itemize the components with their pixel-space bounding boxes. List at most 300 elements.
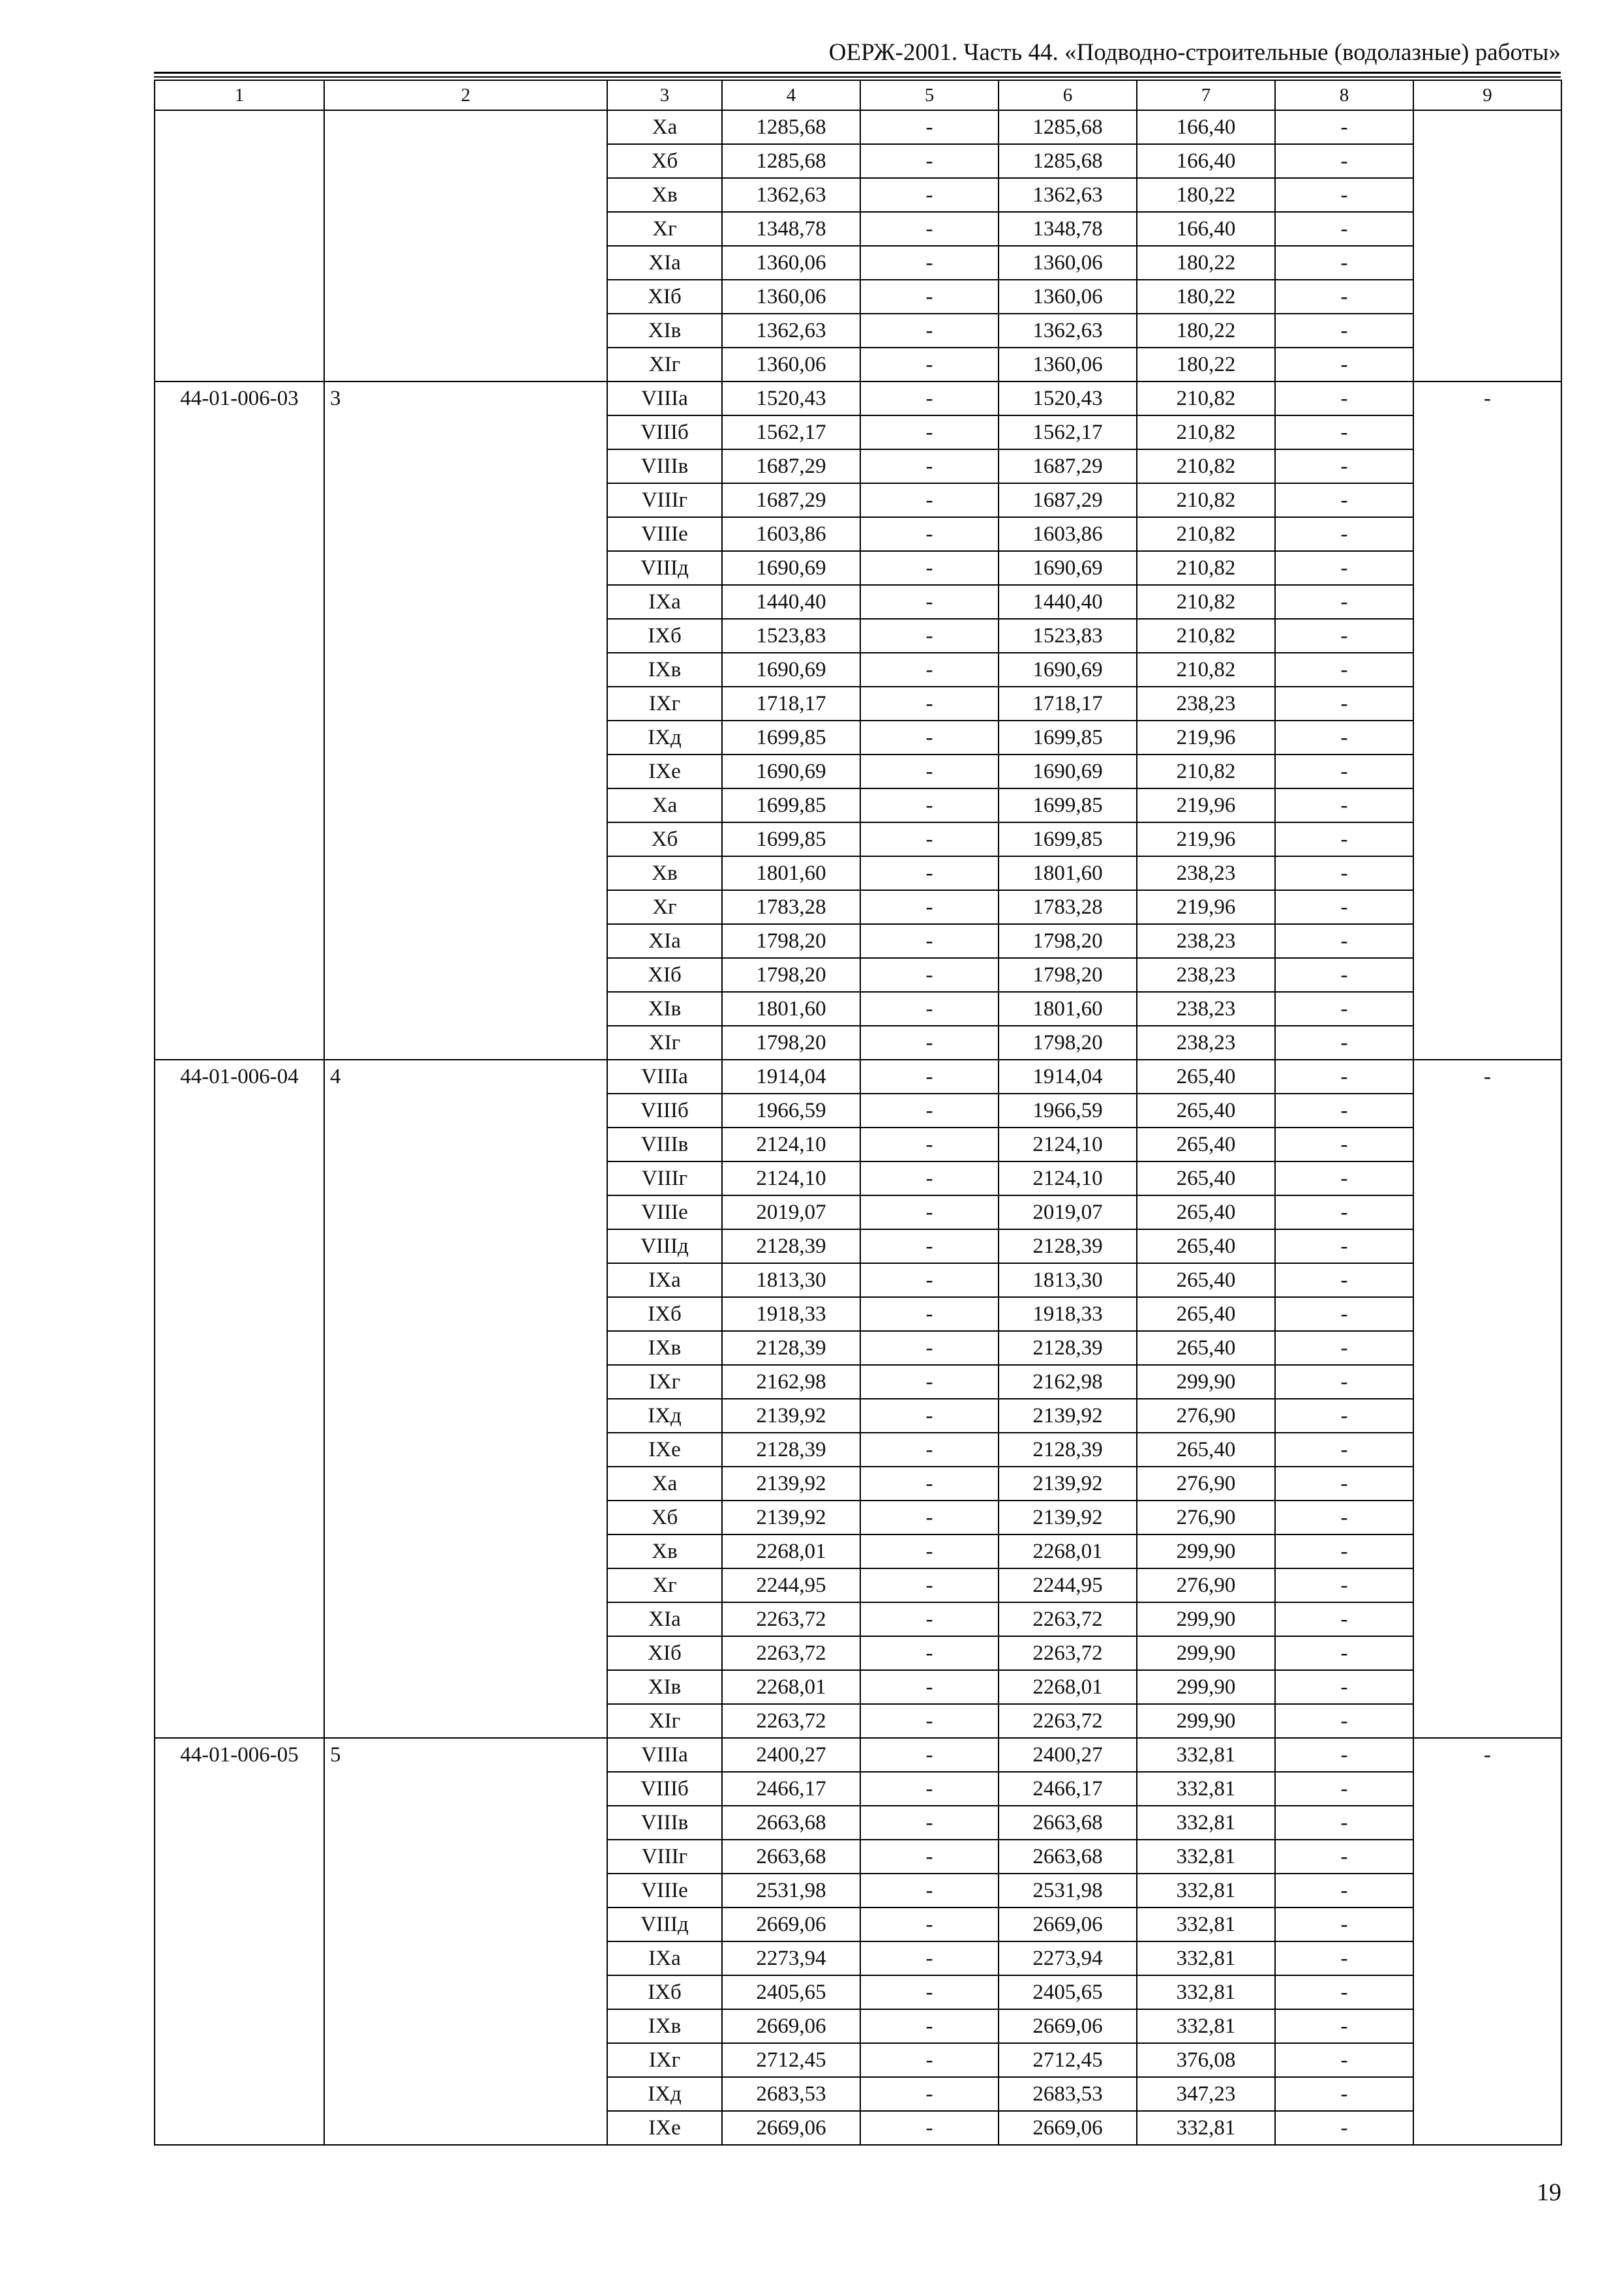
- zone-cell: IXа: [607, 1263, 722, 1297]
- column-header-5: 5: [860, 80, 999, 110]
- value-col8-cell: -: [1275, 1772, 1413, 1806]
- col9-cell: -: [1413, 382, 1561, 1060]
- value-col4-cell: 2124,10: [722, 1161, 860, 1195]
- col9-cell: -: [1413, 1738, 1561, 2145]
- value-col8-cell: -: [1275, 2111, 1413, 2145]
- value-col5-cell: -: [860, 755, 999, 788]
- value-col8-cell: -: [1275, 212, 1413, 246]
- value-col7-cell: 332,81: [1137, 2009, 1275, 2043]
- value-col8-cell: -: [1275, 890, 1413, 924]
- value-col8-cell: -: [1275, 1636, 1413, 1670]
- value-col6-cell: 2139,92: [999, 1501, 1137, 1534]
- value-col5-cell: -: [860, 1094, 999, 1128]
- value-col7-cell: 299,90: [1137, 1602, 1275, 1636]
- value-col6-cell: 1360,06: [999, 280, 1137, 314]
- zone-cell: Xб: [607, 1501, 722, 1534]
- column-header-3: 3: [607, 80, 722, 110]
- value-col7-cell: 180,22: [1137, 314, 1275, 348]
- value-col6-cell: 1523,83: [999, 619, 1137, 653]
- value-col6-cell: 2128,39: [999, 1433, 1137, 1467]
- zone-cell: VIIIв: [607, 1806, 722, 1840]
- value-col8-cell: -: [1275, 619, 1413, 653]
- value-col5-cell: -: [860, 449, 999, 483]
- value-col6-cell: 1690,69: [999, 755, 1137, 788]
- value-col6-cell: 1690,69: [999, 551, 1137, 585]
- value-col7-cell: 332,81: [1137, 2111, 1275, 2145]
- value-col4-cell: 2263,72: [722, 1602, 860, 1636]
- value-col4-cell: 2268,01: [722, 1670, 860, 1704]
- value-col7-cell: 180,22: [1137, 280, 1275, 314]
- value-col8-cell: -: [1275, 653, 1413, 687]
- value-col6-cell: 1285,68: [999, 110, 1137, 144]
- zone-cell: IXг: [607, 2043, 722, 2077]
- zone-cell: IXб: [607, 619, 722, 653]
- value-col6-cell: 2263,72: [999, 1602, 1137, 1636]
- table-row: [155, 1738, 1561, 1772]
- value-col7-cell: 210,82: [1137, 551, 1275, 585]
- value-col5-cell: -: [860, 1229, 999, 1263]
- value-col4-cell: 2128,39: [722, 1433, 860, 1467]
- value-col4-cell: 1798,20: [722, 958, 860, 992]
- value-col5-cell: -: [860, 1467, 999, 1501]
- value-col7-cell: 238,23: [1137, 958, 1275, 992]
- column-header-8: 8: [1275, 80, 1413, 110]
- value-col5-cell: -: [860, 1704, 999, 1738]
- value-col4-cell: 2405,65: [722, 1975, 860, 2009]
- value-col8-cell: -: [1275, 755, 1413, 788]
- value-col7-cell: 238,23: [1137, 856, 1275, 890]
- value-col6-cell: 2531,98: [999, 1874, 1137, 1908]
- value-col4-cell: 2531,98: [722, 1874, 860, 1908]
- value-col4-cell: 2669,06: [722, 1908, 860, 1941]
- value-col8-cell: -: [1275, 1704, 1413, 1738]
- value-col7-cell: 276,90: [1137, 1399, 1275, 1433]
- zone-cell: Xа: [607, 1467, 722, 1501]
- value-col4-cell: 1523,83: [722, 619, 860, 653]
- value-col7-cell: 276,90: [1137, 1467, 1275, 1501]
- zone-cell: Xа: [607, 788, 722, 822]
- value-col8-cell: -: [1275, 1094, 1413, 1128]
- value-col6-cell: 1798,20: [999, 924, 1137, 958]
- value-col4-cell: 2139,92: [722, 1501, 860, 1534]
- value-col6-cell: 1918,33: [999, 1297, 1137, 1331]
- zone-cell: VIIIв: [607, 449, 722, 483]
- value-col8-cell: -: [1275, 822, 1413, 856]
- value-col8-cell: -: [1275, 517, 1413, 551]
- value-col7-cell: 180,22: [1137, 246, 1275, 280]
- value-col6-cell: 1699,85: [999, 822, 1137, 856]
- code-cell: 44-01-006-05: [155, 1738, 324, 2145]
- value-col7-cell: 332,81: [1137, 1806, 1275, 1840]
- value-col7-cell: 376,08: [1137, 2043, 1275, 2077]
- value-col8-cell: -: [1275, 2043, 1413, 2077]
- value-col4-cell: 1783,28: [722, 890, 860, 924]
- value-col7-cell: 238,23: [1137, 992, 1275, 1026]
- value-col8-cell: -: [1275, 958, 1413, 992]
- value-col4-cell: 1801,60: [722, 992, 860, 1026]
- value-col8-cell: -: [1275, 314, 1413, 348]
- value-col8-cell: -: [1275, 1501, 1413, 1534]
- value-col8-cell: -: [1275, 483, 1413, 517]
- value-col5-cell: -: [860, 1365, 999, 1399]
- zone-cell: IXг: [607, 1365, 722, 1399]
- value-col5-cell: -: [860, 1331, 999, 1365]
- page-number: 19: [1537, 2179, 1561, 2206]
- value-col8-cell: -: [1275, 1263, 1413, 1297]
- value-col8-cell: -: [1275, 2077, 1413, 2111]
- value-col8-cell: -: [1275, 992, 1413, 1026]
- value-col4-cell: 1798,20: [722, 924, 860, 958]
- value-col7-cell: 347,23: [1137, 2077, 1275, 2111]
- value-col6-cell: 2669,06: [999, 1908, 1137, 1941]
- value-col4-cell: 2400,27: [722, 1738, 860, 1772]
- zone-cell: VIIIе: [607, 1874, 722, 1908]
- value-col4-cell: 1699,85: [722, 721, 860, 755]
- value-col7-cell: 180,22: [1137, 348, 1275, 382]
- value-col7-cell: 166,40: [1137, 212, 1275, 246]
- value-col4-cell: 2263,72: [722, 1704, 860, 1738]
- value-col4-cell: 1360,06: [722, 246, 860, 280]
- zone-cell: XIг: [607, 1026, 722, 1060]
- value-col8-cell: -: [1275, 348, 1413, 382]
- value-col8-cell: -: [1275, 1467, 1413, 1501]
- value-col7-cell: 219,96: [1137, 788, 1275, 822]
- value-col6-cell: 1699,85: [999, 788, 1137, 822]
- value-col7-cell: 276,90: [1137, 1568, 1275, 1602]
- value-col6-cell: 2466,17: [999, 1772, 1137, 1806]
- value-col6-cell: 1562,17: [999, 415, 1137, 449]
- value-col7-cell: 265,40: [1137, 1060, 1275, 1094]
- value-col4-cell: 2466,17: [722, 1772, 860, 1806]
- value-col8-cell: -: [1275, 1128, 1413, 1161]
- zone-cell: VIIIб: [607, 415, 722, 449]
- value-col8-cell: -: [1275, 178, 1413, 212]
- value-col4-cell: 2669,06: [722, 2111, 860, 2145]
- value-col7-cell: 219,96: [1137, 721, 1275, 755]
- zone-cell: XIв: [607, 992, 722, 1026]
- value-col6-cell: 1348,78: [999, 212, 1137, 246]
- value-col6-cell: 2124,10: [999, 1161, 1137, 1195]
- value-col8-cell: -: [1275, 2009, 1413, 2043]
- value-col4-cell: 2263,72: [722, 1636, 860, 1670]
- value-col4-cell: 1699,85: [722, 788, 860, 822]
- value-col6-cell: 1690,69: [999, 653, 1137, 687]
- value-col6-cell: 2268,01: [999, 1534, 1137, 1568]
- zone-cell: VIIIа: [607, 382, 722, 415]
- table-body: [155, 80, 1561, 2145]
- col9-cell: -: [1413, 1060, 1561, 1738]
- value-col8-cell: -: [1275, 1365, 1413, 1399]
- zone-cell: IXа: [607, 1941, 722, 1975]
- value-col5-cell: -: [860, 958, 999, 992]
- value-col7-cell: 210,82: [1137, 585, 1275, 619]
- value-col7-cell: 299,90: [1137, 1534, 1275, 1568]
- zone-cell: IXе: [607, 755, 722, 788]
- value-col8-cell: -: [1275, 1840, 1413, 1874]
- value-col5-cell: -: [860, 687, 999, 721]
- value-col8-cell: -: [1275, 585, 1413, 619]
- zone-cell: VIIIа: [607, 1060, 722, 1094]
- zone-cell: VIIIе: [607, 1195, 722, 1229]
- value-col5-cell: -: [860, 1534, 999, 1568]
- value-col4-cell: 2139,92: [722, 1467, 860, 1501]
- zone-cell: Xб: [607, 822, 722, 856]
- zone-cell: XIб: [607, 958, 722, 992]
- value-col4-cell: 1562,17: [722, 415, 860, 449]
- value-col4-cell: 2124,10: [722, 1128, 860, 1161]
- value-col4-cell: 1687,29: [722, 483, 860, 517]
- value-col7-cell: 332,81: [1137, 1738, 1275, 1772]
- value-col4-cell: 1440,40: [722, 585, 860, 619]
- value-col8-cell: -: [1275, 1534, 1413, 1568]
- zone-cell: VIIIв: [607, 1128, 722, 1161]
- value-col6-cell: 2128,39: [999, 1331, 1137, 1365]
- value-col4-cell: 1798,20: [722, 1026, 860, 1060]
- value-col8-cell: -: [1275, 449, 1413, 483]
- value-col4-cell: 1603,86: [722, 517, 860, 551]
- value-col7-cell: 210,82: [1137, 755, 1275, 788]
- zone-cell: Xб: [607, 144, 722, 178]
- zone-cell: VIIIа: [607, 1738, 722, 1772]
- value-col5-cell: -: [860, 856, 999, 890]
- zone-cell: Xг: [607, 890, 722, 924]
- value-col6-cell: 2268,01: [999, 1670, 1137, 1704]
- zone-cell: XIб: [607, 280, 722, 314]
- column-header-7: 7: [1137, 80, 1275, 110]
- value-col5-cell: -: [860, 1399, 999, 1433]
- value-col7-cell: 265,40: [1137, 1195, 1275, 1229]
- zone-cell: IXд: [607, 1399, 722, 1433]
- value-col5-cell: -: [860, 2009, 999, 2043]
- value-col8-cell: -: [1275, 551, 1413, 585]
- item-number-cell: [324, 110, 607, 382]
- value-col5-cell: -: [860, 721, 999, 755]
- value-col8-cell: -: [1275, 144, 1413, 178]
- value-col7-cell: 219,96: [1137, 890, 1275, 924]
- value-col5-cell: -: [860, 110, 999, 144]
- value-col8-cell: -: [1275, 856, 1413, 890]
- item-number-cell: 3: [324, 382, 607, 1060]
- value-col4-cell: 1914,04: [722, 1060, 860, 1094]
- value-col7-cell: 210,82: [1137, 415, 1275, 449]
- value-col8-cell: -: [1275, 788, 1413, 822]
- value-col4-cell: 1285,68: [722, 110, 860, 144]
- value-col5-cell: -: [860, 653, 999, 687]
- value-col6-cell: 1801,60: [999, 856, 1137, 890]
- value-col7-cell: 210,82: [1137, 619, 1275, 653]
- value-col7-cell: 265,40: [1137, 1433, 1275, 1467]
- value-col4-cell: 1690,69: [722, 653, 860, 687]
- zone-cell: IXе: [607, 1433, 722, 1467]
- value-col7-cell: 332,81: [1137, 1941, 1275, 1975]
- value-col8-cell: -: [1275, 924, 1413, 958]
- value-col7-cell: 210,82: [1137, 483, 1275, 517]
- value-col5-cell: -: [860, 585, 999, 619]
- value-col6-cell: 2263,72: [999, 1636, 1137, 1670]
- value-col6-cell: 2400,27: [999, 1738, 1137, 1772]
- zone-cell: IXв: [607, 653, 722, 687]
- code-cell: [155, 110, 324, 382]
- value-col7-cell: 299,90: [1137, 1670, 1275, 1704]
- value-col5-cell: -: [860, 619, 999, 653]
- value-col8-cell: -: [1275, 1060, 1413, 1094]
- column-header-1: 1: [155, 80, 324, 110]
- value-col8-cell: -: [1275, 280, 1413, 314]
- value-col8-cell: -: [1275, 1195, 1413, 1229]
- value-col6-cell: 2712,45: [999, 2043, 1137, 2077]
- zone-cell: IXд: [607, 2077, 722, 2111]
- code-cell: 44-01-006-04: [155, 1060, 324, 1738]
- value-col5-cell: -: [860, 890, 999, 924]
- value-col4-cell: 2712,45: [722, 2043, 860, 2077]
- value-col4-cell: 2273,94: [722, 1941, 860, 1975]
- value-col4-cell: 1348,78: [722, 212, 860, 246]
- value-col6-cell: 2244,95: [999, 1568, 1137, 1602]
- value-col6-cell: 2263,72: [999, 1704, 1137, 1738]
- zone-cell: XIа: [607, 1602, 722, 1636]
- value-col6-cell: 2128,39: [999, 1229, 1137, 1263]
- value-col6-cell: 1362,63: [999, 314, 1137, 348]
- value-col5-cell: -: [860, 483, 999, 517]
- zone-cell: XIа: [607, 246, 722, 280]
- value-col5-cell: -: [860, 1501, 999, 1534]
- value-col8-cell: -: [1275, 1874, 1413, 1908]
- value-col5-cell: -: [860, 1568, 999, 1602]
- value-col6-cell: 1966,59: [999, 1094, 1137, 1128]
- value-col6-cell: 1520,43: [999, 382, 1137, 415]
- value-col8-cell: -: [1275, 1331, 1413, 1365]
- value-col6-cell: 2405,65: [999, 1975, 1137, 2009]
- value-col7-cell: 299,90: [1137, 1365, 1275, 1399]
- value-col6-cell: 1914,04: [999, 1060, 1137, 1094]
- zone-cell: Xа: [607, 110, 722, 144]
- value-col5-cell: -: [860, 1772, 999, 1806]
- value-col6-cell: 2669,06: [999, 2111, 1137, 2145]
- value-col5-cell: -: [860, 2077, 999, 2111]
- price-table: [154, 80, 1562, 2146]
- zone-cell: VIIIб: [607, 1772, 722, 1806]
- zone-cell: Xв: [607, 178, 722, 212]
- zone-cell: IXб: [607, 1975, 722, 2009]
- value-col4-cell: 1285,68: [722, 144, 860, 178]
- value-col7-cell: 166,40: [1137, 144, 1275, 178]
- col9-cell: [1413, 110, 1561, 382]
- zone-cell: VIIIг: [607, 1161, 722, 1195]
- value-col5-cell: -: [860, 1128, 999, 1161]
- value-col7-cell: 238,23: [1137, 924, 1275, 958]
- zone-cell: VIIIе: [607, 517, 722, 551]
- value-col5-cell: -: [860, 517, 999, 551]
- value-col6-cell: 1783,28: [999, 890, 1137, 924]
- zone-cell: XIв: [607, 1670, 722, 1704]
- value-col6-cell: 2273,94: [999, 1941, 1137, 1975]
- value-col8-cell: -: [1275, 1399, 1413, 1433]
- value-col5-cell: -: [860, 1026, 999, 1060]
- value-col5-cell: -: [860, 1433, 999, 1467]
- value-col8-cell: -: [1275, 1941, 1413, 1975]
- value-col6-cell: 2019,07: [999, 1195, 1137, 1229]
- value-col4-cell: 1690,69: [722, 551, 860, 585]
- zone-cell: VIIIг: [607, 483, 722, 517]
- value-col7-cell: 265,40: [1137, 1128, 1275, 1161]
- value-col7-cell: 332,81: [1137, 1772, 1275, 1806]
- value-col5-cell: -: [860, 178, 999, 212]
- value-col5-cell: -: [860, 280, 999, 314]
- value-col4-cell: 1360,06: [722, 348, 860, 382]
- zone-cell: IXа: [607, 585, 722, 619]
- value-col7-cell: 265,40: [1137, 1229, 1275, 1263]
- zone-cell: IXе: [607, 2111, 722, 2145]
- zone-cell: Xг: [607, 1568, 722, 1602]
- column-header-2: 2: [324, 80, 607, 110]
- value-col6-cell: 2124,10: [999, 1128, 1137, 1161]
- value-col8-cell: -: [1275, 246, 1413, 280]
- value-col4-cell: 1813,30: [722, 1263, 860, 1297]
- value-col7-cell: 265,40: [1137, 1331, 1275, 1365]
- value-col8-cell: -: [1275, 1738, 1413, 1772]
- value-col7-cell: 332,81: [1137, 1908, 1275, 1941]
- value-col5-cell: -: [860, 1941, 999, 1975]
- column-header-9: 9: [1413, 80, 1561, 110]
- value-col5-cell: -: [860, 2043, 999, 2077]
- value-col5-cell: -: [860, 1670, 999, 1704]
- value-col6-cell: 1603,86: [999, 517, 1137, 551]
- value-col7-cell: 276,90: [1137, 1501, 1275, 1534]
- value-col6-cell: 1718,17: [999, 687, 1137, 721]
- header-rule-thin: [154, 76, 1561, 78]
- value-col7-cell: 265,40: [1137, 1263, 1275, 1297]
- value-col5-cell: -: [860, 551, 999, 585]
- zone-cell: VIIIг: [607, 1840, 722, 1874]
- value-col4-cell: 1687,29: [722, 449, 860, 483]
- value-col5-cell: -: [860, 1636, 999, 1670]
- value-col7-cell: 332,81: [1137, 1874, 1275, 1908]
- value-col8-cell: -: [1275, 1806, 1413, 1840]
- value-col5-cell: -: [860, 1195, 999, 1229]
- value-col8-cell: -: [1275, 1602, 1413, 1636]
- zone-cell: Xв: [607, 1534, 722, 1568]
- value-col6-cell: 1687,29: [999, 449, 1137, 483]
- value-col6-cell: 2683,53: [999, 2077, 1137, 2111]
- value-col6-cell: 1440,40: [999, 585, 1137, 619]
- value-col4-cell: 2162,98: [722, 1365, 860, 1399]
- header-rule: [154, 72, 1561, 74]
- value-col6-cell: 1801,60: [999, 992, 1137, 1026]
- value-col4-cell: 1520,43: [722, 382, 860, 415]
- value-col6-cell: 2139,92: [999, 1399, 1137, 1433]
- zone-cell: XIг: [607, 1704, 722, 1738]
- value-col7-cell: 180,22: [1137, 178, 1275, 212]
- zone-cell: IXг: [607, 687, 722, 721]
- value-col4-cell: 1801,60: [722, 856, 860, 890]
- value-col6-cell: 1813,30: [999, 1263, 1137, 1297]
- value-col5-cell: -: [860, 382, 999, 415]
- value-col7-cell: 238,23: [1137, 687, 1275, 721]
- value-col6-cell: 1798,20: [999, 958, 1137, 992]
- value-col4-cell: 2268,01: [722, 1534, 860, 1568]
- value-col4-cell: 1699,85: [722, 822, 860, 856]
- value-col7-cell: 299,90: [1137, 1704, 1275, 1738]
- zone-cell: IXв: [607, 2009, 722, 2043]
- zone-cell: IXв: [607, 1331, 722, 1365]
- table-row: [155, 1060, 1561, 1094]
- value-col6-cell: 1798,20: [999, 1026, 1137, 1060]
- value-col5-cell: -: [860, 1297, 999, 1331]
- value-col5-cell: -: [860, 314, 999, 348]
- value-col8-cell: -: [1275, 1229, 1413, 1263]
- value-col5-cell: -: [860, 1060, 999, 1094]
- page-header: ОЕРЖ-2001. Часть 44. «Подводно-строительные (водолазные) работы»: [828, 39, 1561, 66]
